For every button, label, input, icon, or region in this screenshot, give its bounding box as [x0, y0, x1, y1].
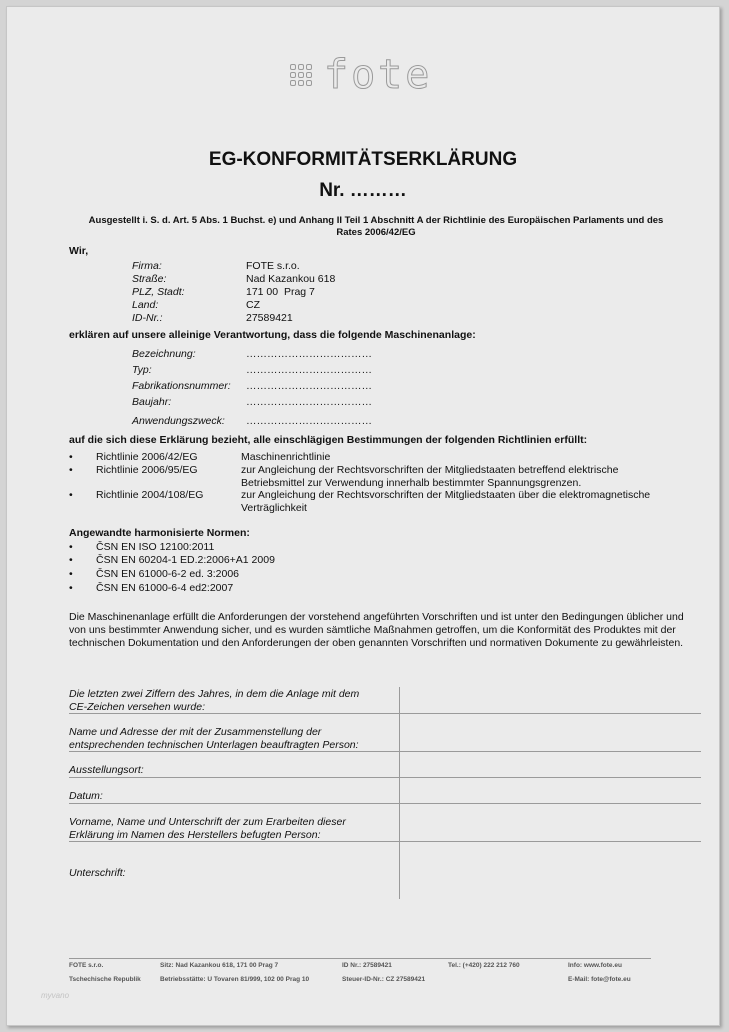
- footer-company: FOTE s.r.o. Tschechische Republik: [69, 962, 141, 983]
- footer-phone: Tel.: (+420) 222 212 760: [448, 962, 520, 969]
- norm-item: • ČSN EN 61000-6-4 ed2:2007: [69, 582, 234, 594]
- company-logo: [290, 52, 433, 98]
- we-label: Wir,: [69, 245, 89, 257]
- watermark: myvano: [41, 991, 70, 1000]
- declaration-statement: erklären auf unsere alleinige Verantwortung, dass die folgende Maschinenanlage:: [69, 329, 476, 341]
- company-row: Straße: Nad Kazankou 618: [132, 273, 336, 285]
- footer-address: Sitz: Nad Kazankou 618, 171 00 Prag 7 Betriebsstätte: U Tovaren 81/999, 102 00 Prag 10: [160, 962, 310, 983]
- issued-statement: Ausgestellt i. S. d. Art. 5 Abs. 1 Buchst. e) und Anhang II Teil 1 Abschnitt A der Richtlinie des Europäischen Parlaments und des Rates 2006/42/EG: [88, 215, 664, 238]
- company-row: ID-Nr.: 27589421: [132, 312, 293, 324]
- conformity-paragraph: Die Maschinenanlage erfüllt die Anforderungen der vorstehend angeführten Vorschriften und ist unter den Bedingungen üblicher und von uns bestimmter Anwendung sicher, und es wurden sämtliche Maßnahmen getroffen, um die Konformität des Produktes mit der technischen Dokumentation und den Anforderungen der oben genannten Vorschriften und normativen Dokumente zu gewährleisten.: [69, 611, 684, 649]
- table-row-date: Datum:: [69, 790, 103, 802]
- norm-item: • ČSN EN ISO 12100:2011: [69, 541, 215, 553]
- table-row-ce-year: Die letzten zwei Ziffern des Jahres, in dem die Anlage mit dem CE-Zeichen versehen wurde:: [69, 688, 360, 713]
- company-row: Land: CZ: [132, 299, 260, 311]
- norm-item: • ČSN EN 60204-1 ED.2:2006+A1 2009: [69, 554, 275, 566]
- company-row: Firma: FOTE s.r.o.: [132, 260, 300, 272]
- logo-text: fote: [324, 52, 433, 98]
- table-column-divider: [399, 687, 400, 899]
- table-row-place: Ausstellungsort:: [69, 764, 144, 776]
- norm-item: • ČSN EN 61000-6-2 ed. 3:2006: [69, 568, 240, 580]
- table-row-authorized-person: Vorname, Name und Unterschrift der zum Erarbeiten dieser Erklärung im Namen des Herstellers befugten Person:: [69, 816, 346, 841]
- footer-ids: ID Nr.: 27589421 Steuer-ID-Nr.: CZ 27589421: [342, 962, 426, 983]
- footer-contact: Info: www.fote.eu E-Mail: fote@fote.eu: [568, 962, 631, 983]
- machine-field-type[interactable]: Typ: ………………………………: [132, 364, 372, 376]
- directive-item: • Richtlinie 2004/108/EG zur Angleichung der Rechtsvorschriften der Mitgliedstaaten über die elektromagnetische Verträglichkeit: [69, 489, 651, 514]
- directive-item: • Richtlinie 2006/95/EG zur Angleichung der Rechtsvorschriften der Mitgliedstaaten betreffend elektrische Betriebsmittel zur Verwendung innerhalb bestimmter Spannungsgrenzen.: [69, 464, 619, 489]
- machine-field-designation[interactable]: Bezeichnung: ………………………………: [132, 348, 372, 360]
- norms-title: Angewandte harmonisierte Normen:: [69, 527, 250, 539]
- machine-field-year[interactable]: Baujahr: ………………………………: [132, 396, 372, 408]
- logo-grid-icon: [290, 64, 312, 86]
- machine-field-serial[interactable]: Fabrikationsnummer: ………………………………: [132, 380, 372, 392]
- table-divider: [69, 803, 701, 804]
- machine-field-purpose[interactable]: Anwendungszweck: ………………………………: [132, 415, 372, 427]
- document-number: Nr. ………: [319, 180, 407, 201]
- company-row: PLZ, Stadt: 171 00 Prag 7: [132, 286, 315, 298]
- directives-intro: auf die sich diese Erklärung bezieht, alle einschlägigen Bestimmungen der folgenden Richtlinien erfüllt:: [69, 434, 588, 446]
- footer-divider: [69, 958, 651, 959]
- document-title: EG-KONFORMITÄTSERKLÄRUNG: [208, 149, 518, 170]
- table-divider: [69, 777, 701, 778]
- document-page: [6, 6, 720, 1026]
- table-row-tech-doc-person: Name und Adresse der mit der Zusammenstellung der entsprechenden technischen Unterlagen beauftragten Person:: [69, 726, 359, 751]
- directive-item: • Richtlinie 2006/42/EG Maschinenrichtlinie: [69, 451, 331, 463]
- table-row-signature: Unterschrift:: [69, 867, 126, 879]
